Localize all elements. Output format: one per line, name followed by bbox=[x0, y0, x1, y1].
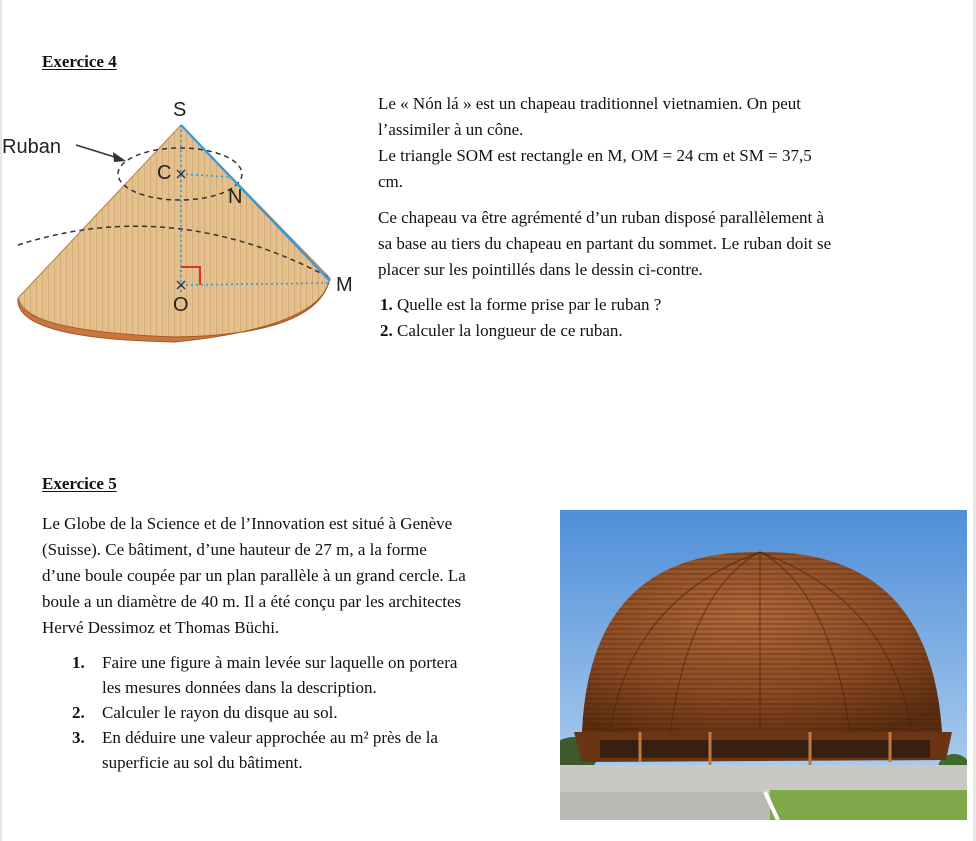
ribbon-line: sa base au tiers du chapeau en partant du sommet. Le ruban doit se bbox=[378, 234, 832, 253]
exercise4-question-2 bbox=[380, 318, 623, 344]
question-text: Calculer la longueur de ce ruban. bbox=[397, 321, 623, 340]
exercise4-intro bbox=[378, 91, 938, 195]
ruban-arrow bbox=[76, 145, 118, 158]
intro-line: Le triangle SOM est rectangle en M, OM = 24 cm et SM = 37,5 bbox=[378, 146, 812, 165]
label-C: C bbox=[157, 162, 172, 184]
intro-line: Le « Nón lá » est un chapeau traditionnel vietnamien. On peut bbox=[378, 94, 801, 113]
exercise4-question-1 bbox=[380, 292, 661, 318]
exercise5-question-3 bbox=[72, 725, 552, 775]
question-text: Quelle est la forme prise par le ruban ? bbox=[397, 295, 662, 314]
question-number: 2. bbox=[72, 703, 85, 722]
exercise5-questions bbox=[72, 650, 552, 775]
entrance-glass bbox=[600, 740, 930, 758]
ground-path bbox=[560, 792, 770, 820]
description-line: boule a un diamètre de 40 m. Il a été conçu par les architectes bbox=[42, 592, 462, 611]
label-M: M bbox=[336, 274, 353, 296]
question-line: En déduire une valeur approchée au m² près de la bbox=[102, 728, 438, 747]
label-N: N bbox=[228, 186, 243, 208]
exercise5-question-2 bbox=[72, 700, 552, 725]
question-number: 1. bbox=[380, 295, 393, 314]
exercise5-title: Exercice 5 bbox=[42, 474, 117, 493]
ruban-arrow-head bbox=[113, 152, 126, 162]
question-line: superficie au sol du bâtiment. bbox=[102, 753, 303, 772]
exercise5-question-1 bbox=[72, 650, 552, 700]
question-number: 1. bbox=[72, 653, 85, 672]
exercise4-ribbon-description bbox=[378, 205, 948, 283]
label-O: O bbox=[173, 294, 189, 316]
label-ruban: Ruban bbox=[2, 136, 61, 158]
description-line: Le Globe de la Science et de l’Innovation est situé à Genève bbox=[42, 514, 453, 533]
grass bbox=[770, 790, 967, 820]
ribbon-line: placer sur les pointillés dans le dessin ci-contre. bbox=[378, 260, 703, 279]
description-line: (Suisse). Ce bâtiment, d’une hauteur de 27 m, a la forme bbox=[42, 540, 427, 559]
intro-line: cm. bbox=[378, 172, 404, 191]
question-line: Faire une figure à main levée sur laquelle on portera bbox=[102, 653, 458, 672]
question-number: 3. bbox=[72, 728, 85, 747]
globe-building-photo bbox=[560, 510, 967, 820]
exercise5-description bbox=[42, 511, 562, 641]
description-line: Hervé Dessimoz et Thomas Büchi. bbox=[42, 618, 280, 637]
question-line: les mesures données dans la description. bbox=[102, 678, 377, 697]
question-line: Calculer le rayon du disque au sol. bbox=[102, 703, 338, 722]
intro-line: l’assimiler à un cône. bbox=[378, 120, 524, 139]
exercise4-title: Exercice 4 bbox=[42, 52, 117, 71]
question-number: 2. bbox=[380, 321, 393, 340]
ribbon-line: Ce chapeau va être agrémenté d’un ruban disposé parallèlement à bbox=[378, 208, 825, 227]
cone-hat-figure bbox=[0, 95, 370, 350]
label-S: S bbox=[173, 99, 187, 121]
description-line: d’une boule coupée par un plan parallèle à un grand cercle. La bbox=[42, 566, 466, 585]
